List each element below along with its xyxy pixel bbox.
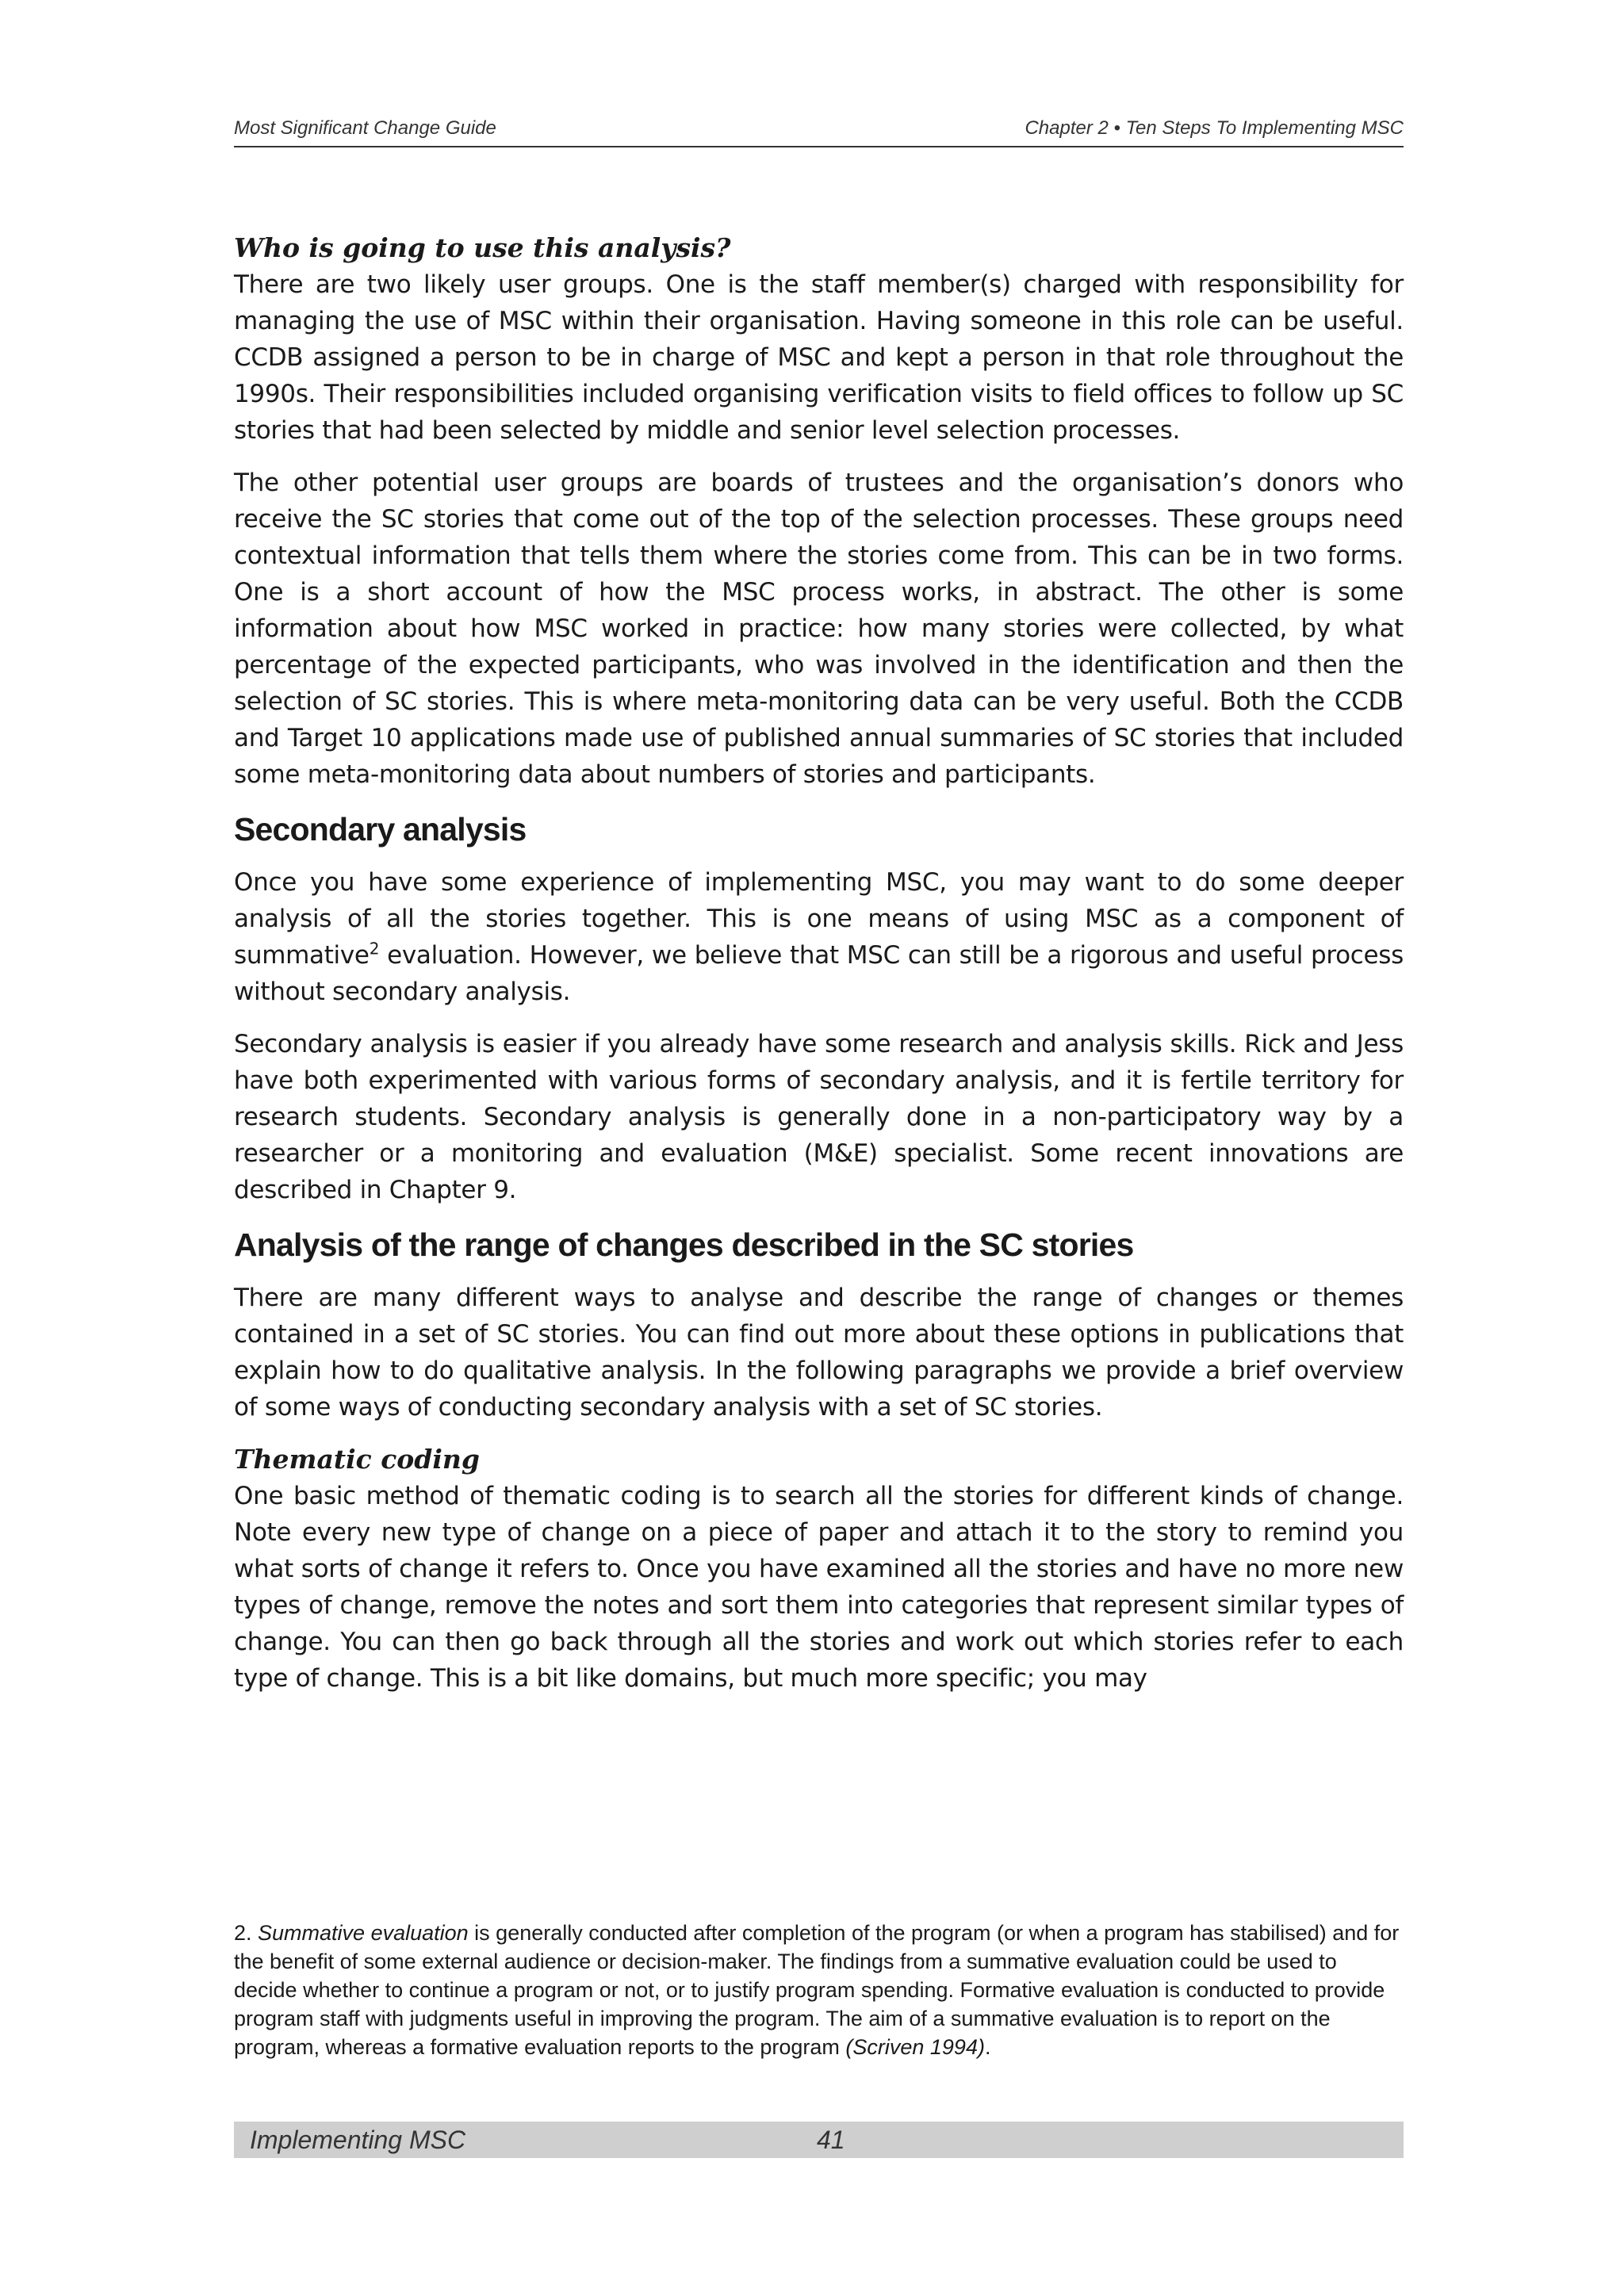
- heading-secondary-analysis: Secondary analysis: [234, 811, 527, 848]
- paragraph: There are two likely user groups. One is the staff member(s) charged with responsibility for managing the use of MSC within their organisation. Having someone in this role can be useful. CCDB assigned a person to be in charge of MSC and kept a person in that role throughout the 1990s. Their responsibilities included organising verification visits to field offices to follow up SC stories that had been selected by middle and senior level selection processes.: [234, 270, 1404, 445]
- paragraph-text: Once you have some experience of implementing MSC, you may want to do some deeper analysis of all the stories together. This is one means of using MSC as a component of summative: [234, 868, 1404, 970]
- document-page: [234, 0, 1404, 2296]
- paragraph-text: evaluation. However, we believe that MSC can still be a rigorous and useful process without secondary analysis.: [234, 941, 1404, 1006]
- footnote-term: Summative evaluation: [258, 1921, 469, 1945]
- header-chapter-title: Chapter 2 • Ten Steps To Implementing MSC: [1025, 117, 1404, 139]
- heading-range-of-changes: Analysis of the range of changes described in the SC stories: [234, 1226, 1134, 1263]
- main-content: [234, 230, 1404, 1712]
- paragraph: [234, 864, 1404, 1010]
- footnote-reference[interactable]: 2: [369, 939, 380, 959]
- paragraph: There are many different ways to analyse and describe the range of changes or themes contained in a set of SC stories. You can find out more about these options in publications that explain how to do qualitative analysis. In the following paragraphs we provide a brief overview of some ways of conducting secondary analysis with a set of SC stories.: [234, 1284, 1404, 1422]
- paragraph: One basic method of thematic coding is to search all the stories for different kinds of change. Note every new type of change on a piece of paper and attach it to the story to remind you what sorts of change it refers to. Once you have examined all the stories and have no more new types of change, remove the notes and sort them into categories that represent similar types of change. You can then go back through all the stories and work out which stories refer to each type of change. This is a bit like domains, but much more specific; you may: [234, 1482, 1404, 1693]
- running-footer: [234, 2122, 1404, 2158]
- subheading-thematic-coding: Thematic coding: [234, 1444, 480, 1475]
- running-header: [234, 116, 1404, 147]
- subheading-who-uses-analysis: Who is going to use this analysis?: [234, 232, 731, 263]
- paragraph: Secondary analysis is easier if you already have some research and analysis skills. Rick and Jess have both experimented with various forms of secondary analysis, and it is fertile territory for research students. Secondary analysis is generally done in a non-participatory way by a researcher or a monitoring and evaluation (M&E) specialist. Some recent innovations are described in Chapter 9.: [234, 1030, 1404, 1204]
- footer-section-title: Implementing MSC: [250, 2126, 466, 2154]
- page-number: 41: [817, 2126, 845, 2154]
- footnote: [234, 1919, 1404, 2061]
- footnote-citation: (Scriven 1994): [845, 2035, 985, 2059]
- header-guide-title: Most Significant Change Guide: [234, 117, 496, 139]
- paragraph: The other potential user groups are boards of trustees and the organisation’s donors who receive the SC stories that come out of the top of the selection processes. These groups need contextual information that tells them where the stories come from. This can be in two forms. One is a short account of how the MSC process works, in abstract. The other is some information about how MSC worked in practice: how many stories were collected, by what percentage of the expected participants, who was involved in the identification and then the selection of SC stories. This is where meta-monitoring data can be very useful. Both the CCDB and Target 10 applications made use of published annual summaries of SC stories that included some meta-monitoring data about numbers of stories and participants.: [234, 469, 1404, 789]
- footnote-number: 2.: [234, 1921, 259, 1945]
- footnote-end: .: [984, 2035, 991, 2059]
- footnote-text: is generally conducted after completion of the program (or when a program has stabilised) and for the benefit of some external audience or decision-maker. The findings from a summative evaluation could be used to decide whether to continue a program or not, or to justify program spending. Formative evaluation is conducted to provide program staff with judgments useful in improving the program. The aim of a summative evaluation is to report on the program, whereas a formative evaluation reports to the program: [234, 1921, 1400, 2059]
